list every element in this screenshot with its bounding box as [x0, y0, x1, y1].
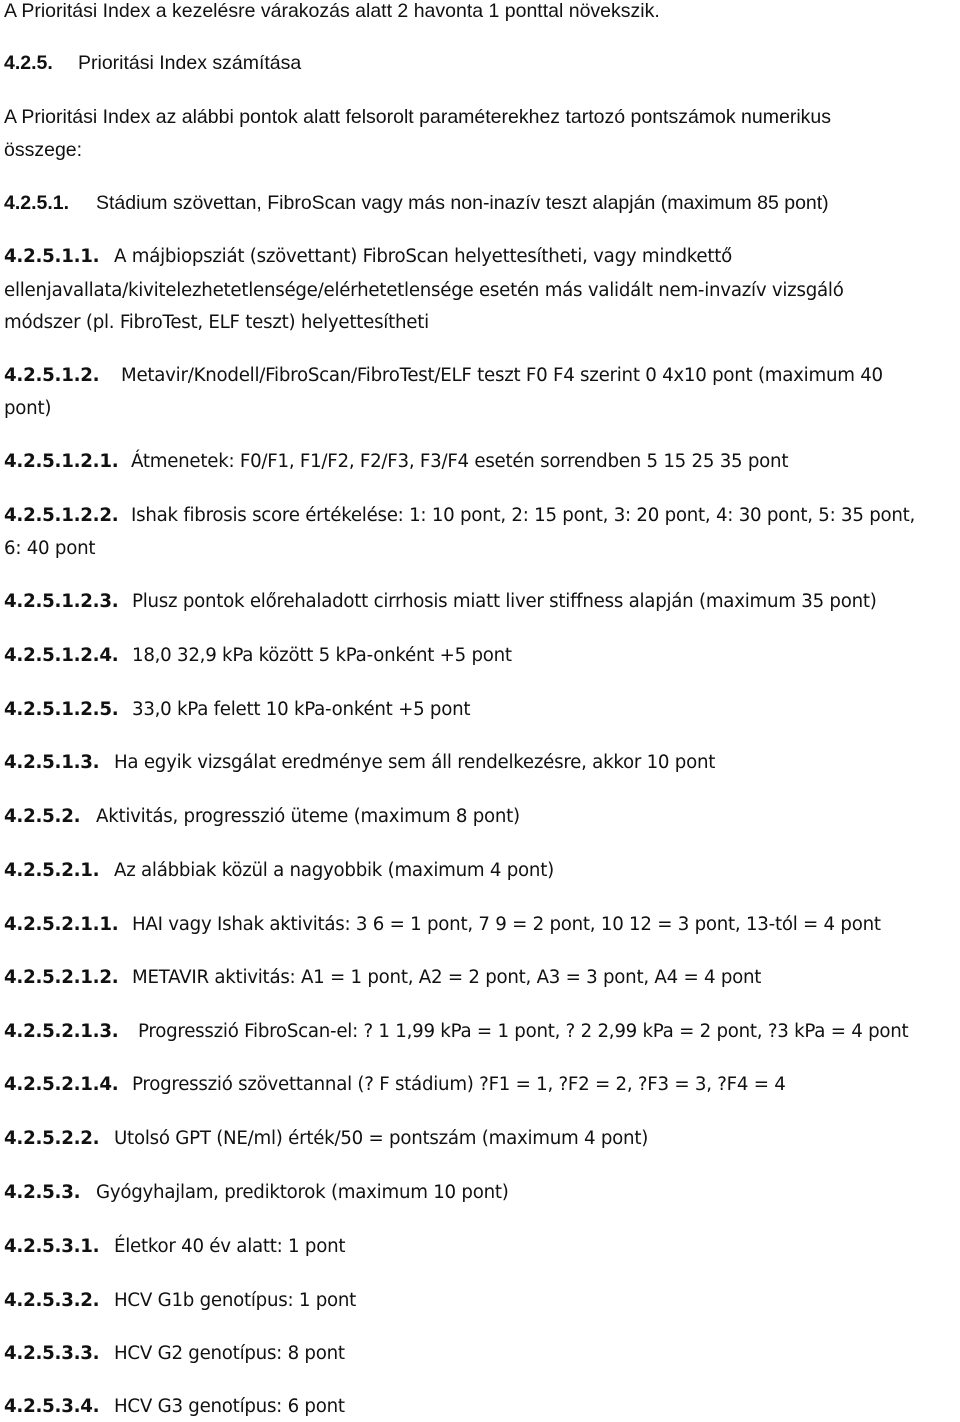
- section-number: 4.2.5.2.1.: [4, 860, 100, 881]
- section-title: HAI vagy Ishak aktivitás: 3 6 = 1 pont, 7 9 = 2 pont, 10 12 = 3 pont, 13-tól = 4 pont: [132, 914, 881, 935]
- section-title: Életkor 40 év alatt: 1 pont: [114, 1236, 346, 1257]
- heading-4-2-5: [4, 52, 301, 75]
- section-number: 4.2.5.3.1.: [4, 1236, 100, 1257]
- section-number: 4.2.5.2.1.4.: [4, 1074, 119, 1095]
- heading-4-2-5-1: [4, 192, 829, 215]
- heading-4-2-5-1-2-5: [4, 699, 470, 720]
- heading-4-2-5-1-2-3: [4, 591, 877, 612]
- section-number: 4.2.5.3.4.: [4, 1396, 100, 1417]
- section-number: 4.2.5.1.1.: [4, 246, 100, 267]
- paragraph-line: pont): [4, 398, 52, 419]
- intro-paragraph: A Prioritási Index a kezelésre várakozás alatt 2 havonta 1 ponttal növekszik.: [4, 0, 660, 22]
- heading-4-2-5-2: [4, 806, 520, 827]
- section-title: Utolsó GPT (NE/ml) érték/50 = pontszám (maximum 4 pont): [114, 1128, 649, 1149]
- paragraph-line: 6: 40 pont: [4, 538, 96, 559]
- heading-4-2-5-3-3: [4, 1343, 345, 1364]
- section-title: HCV G2 genotípus: 8 pont: [114, 1343, 345, 1364]
- paragraph-line: összege:: [4, 139, 83, 161]
- section-number: 4.2.5.2.: [4, 806, 81, 827]
- section-title: Ishak fibrosis score értékelése: 1: 10 pont, 2: 15 pont, 3: 20 pont, 4: 30 pont, 5: 35 pont,: [131, 505, 916, 526]
- section-title: Prioritási Index számítása: [78, 52, 302, 74]
- paragraph-line: A Prioritási Index az alábbi pontok alatt felsorolt paraméterekhez tartozó pontszámok numerikus: [4, 106, 832, 128]
- section-title: Az alábbiak közül a nagyobbik (maximum 4 pont): [114, 860, 554, 881]
- section-title: HCV G3 genotípus: 6 pont: [114, 1396, 345, 1417]
- heading-4-2-5-1-2-2: [4, 505, 915, 526]
- section-number: 4.2.5.3.2.: [4, 1290, 100, 1311]
- section-number: 4.2.5.3.3.: [4, 1343, 100, 1364]
- section-number: 4.2.5.1.2.3.: [4, 591, 119, 612]
- section-title: Progresszió FibroScan-el: ? 1 1,99 kPa = 1 pont, ? 2 2,99 kPa = 2 pont, ?3 kPa = 4 pont: [138, 1021, 909, 1042]
- section-number: 4.2.5.3.: [4, 1182, 81, 1203]
- heading-4-2-5-1-2-4: [4, 645, 512, 666]
- heading-4-2-5-3-2: [4, 1290, 356, 1311]
- section-title: HCV G1b genotípus: 1 pont: [114, 1290, 357, 1311]
- section-number: 4.2.5.1.2.2.: [4, 505, 119, 526]
- section-number: 4.2.5.2.1.1.: [4, 914, 119, 935]
- section-number: 4.2.5.1.3.: [4, 752, 100, 773]
- section-number: 4.2.5.2.2.: [4, 1128, 100, 1149]
- section-title: Metavir/Knodell/FibroScan/FibroTest/ELF teszt F0 F4 szerint 0 4x10 pont (maximum 40: [121, 365, 883, 386]
- section-title: Stádium szövettan, FibroScan vagy más non-inazív teszt alapján (maximum 85 pont): [96, 192, 829, 214]
- section-title: Átmenetek: F0/F1, F1/F2, F2/F3, F3/F4 esetén sorrendben 5 15 25 35 pont: [131, 451, 789, 472]
- heading-4-2-5-3: [4, 1182, 509, 1203]
- paragraph-line: ellenjavallata/kivitelezhetetlensége/elérhetetlensége esetén más validált nem-invazív vizsgáló: [4, 280, 844, 301]
- section-number: 4.2.5.1.2.5.: [4, 699, 119, 720]
- heading-4-2-5-2-1-3: [4, 1021, 908, 1042]
- heading-4-2-5-2-1-1: [4, 914, 881, 935]
- heading-4-2-5-2-1-2: [4, 967, 761, 988]
- heading-4-2-5-2-1-4: [4, 1074, 786, 1095]
- section-title: METAVIR aktivitás: A1 = 1 pont, A2 = 2 pont, A3 = 3 pont, A4 = 4 pont: [132, 967, 762, 988]
- section-title: Aktivitás, progresszió üteme (maximum 8 pont): [96, 806, 520, 827]
- section-number: 4.2.5.2.1.3.: [4, 1021, 119, 1042]
- section-title: Plusz pontok előrehaladott cirrhosis miatt liver stiffness alapján (maximum 35 pont): [132, 591, 877, 612]
- heading-4-2-5-1-2: [4, 365, 883, 386]
- paragraph-line: módszer (pl. FibroTest, ELF teszt) helyettesítheti: [4, 312, 429, 333]
- section-title: 18,0 32,9 kPa között 5 kPa-onként +5 pont: [132, 645, 512, 666]
- section-title: 33,0 kPa felett 10 kPa-onként +5 pont: [132, 699, 471, 720]
- heading-4-2-5-1-1: [4, 246, 732, 267]
- heading-4-2-5-2-2: [4, 1128, 648, 1149]
- section-number: 4.2.5.1.2.4.: [4, 645, 119, 666]
- heading-4-2-5-1-2-1: [4, 451, 788, 472]
- section-title: A májbiopsziát (szövettant) FibroScan helyettesítheti, vagy mindkettő: [114, 246, 732, 267]
- section-number: 4.2.5.1.2.1.: [4, 451, 119, 472]
- heading-4-2-5-2-1: [4, 860, 554, 881]
- section-title: Ha egyik vizsgálat eredménye sem áll rendelkezésre, akkor 10 pont: [114, 752, 716, 773]
- section-number: 4.2.5.2.1.2.: [4, 967, 119, 988]
- heading-4-2-5-3-1: [4, 1236, 345, 1257]
- heading-4-2-5-3-4: [4, 1396, 345, 1417]
- section-number: 4.2.5.: [4, 52, 53, 74]
- section-number: 4.2.5.1.: [4, 192, 70, 214]
- section-title: Gyógyhajlam, prediktorok (maximum 10 pont): [96, 1182, 509, 1203]
- section-title: Progresszió szövettannal (? F stádium) ?F1 = 1, ?F2 = 2, ?F3 = 3, ?F4 = 4: [132, 1074, 786, 1095]
- heading-4-2-5-1-3: [4, 752, 715, 773]
- section-number: 4.2.5.1.2.: [4, 365, 100, 386]
